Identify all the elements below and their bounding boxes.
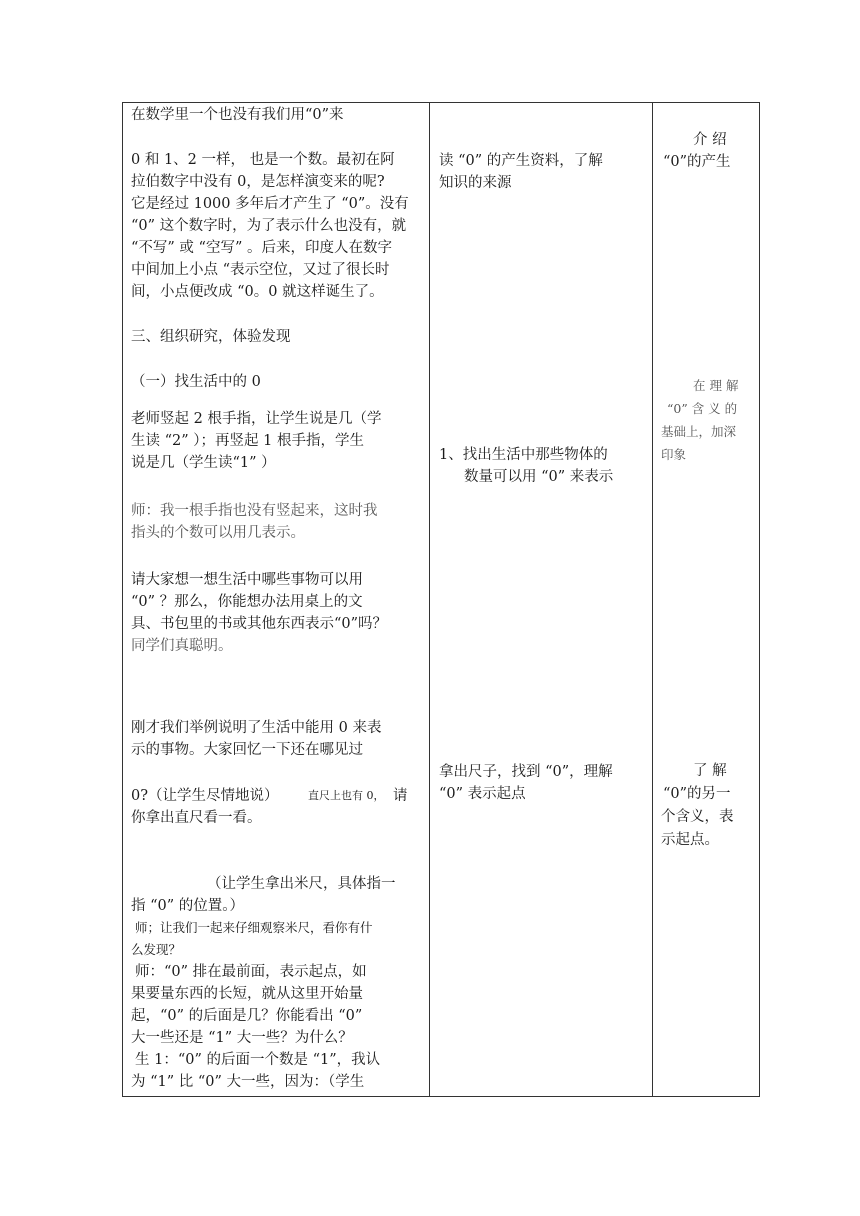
- intent-1-line-2: “0”的产生: [663, 154, 731, 170]
- recall-line-2: 示的事物。大家回忆一下还在哪见过: [131, 742, 363, 758]
- start-line-5: 生 1：“0” 的后面一个数是 “1”，我认: [135, 1052, 381, 1068]
- start-line-3: 起，“0” 的后面是几？你能看出 “0”: [131, 1008, 363, 1024]
- intro-line: 在数学里一个也没有我们用“0”来: [131, 107, 344, 123]
- think-line-1: 请大家想一想生活中哪些事物可以用: [131, 572, 363, 588]
- start-line-2: 果要量东西的长短，就从这里开始量: [131, 986, 363, 1002]
- intent-1-line-1: 介 绍: [693, 132, 727, 148]
- start-line-6: 为 “1” 比 “0” 大一些，因为：（学生: [131, 1074, 365, 1090]
- intent-2-line-1: 在 理 解: [693, 378, 739, 393]
- history-line-6: 中间加上小点 “表示空位，又过了很长时: [131, 262, 390, 278]
- intent-3-line-2: “0”的另一: [663, 786, 731, 802]
- observe-line-2: 么发现？: [131, 942, 182, 957]
- meter-line-2: 指 “0” 的位置。）: [131, 898, 245, 914]
- teacher-line-1: 师：我一根手指也没有竖起来，这时我: [131, 503, 378, 519]
- ruler-line-1c: 请: [393, 788, 408, 804]
- ruler-note: 直尺上也有 0，: [308, 789, 385, 802]
- activity-3-line-2: “0” 表示起点: [439, 786, 526, 802]
- history-line-7: 间，小点便改成 “0。0 就这样诞生了。: [131, 284, 384, 300]
- think-line-4: 同学们真聪明。: [131, 638, 233, 654]
- student-activity-column: [430, 103, 653, 1097]
- intent-3-line-4: 示起点。: [661, 832, 719, 848]
- finger-line-2: 生读 “2” ）；再竖起 1 根手指，学生: [131, 433, 364, 449]
- history-line-4: “0” 这个数字时，为了表示什么也没有，就: [131, 218, 407, 234]
- intent-2-line-4: 印象: [661, 447, 687, 462]
- history-line-3: 它是经过 1000 多年后才产生了 “0”。没有: [131, 196, 409, 212]
- start-line-4: 大一些还是 “1” 大一些？为什么？: [131, 1030, 353, 1046]
- activity-2-line-2: 数量可以用 “0” 来表示: [464, 469, 614, 485]
- history-line-5: “不写” 或 “空写” 。后来，印度人在数字: [131, 240, 392, 256]
- teacher-line-2: 指头的个数可以用几表示。: [131, 525, 305, 541]
- ruler-line-2: 你拿出直尺看一看。: [131, 810, 262, 826]
- observe-line-1: 师；让我们一起来仔细观察米尺，看你有什: [135, 920, 373, 935]
- activity-1-line-1: 读 “0” 的产生资料，了解: [439, 153, 603, 169]
- intent-3-line-1: 了 解: [693, 763, 727, 779]
- intent-2-line-2: “0” 含 义 的: [667, 401, 738, 416]
- subsection-heading: （一）找生活中的 0: [131, 374, 261, 390]
- ruler-line-1a: 0?（让学生尽情地说）: [131, 788, 279, 804]
- activity-2-line-1: 1、找出生活中那些物体的: [439, 447, 608, 463]
- history-line-2: 拉伯数字中没有 0，是怎样演变来的呢?: [131, 174, 385, 190]
- lesson-plan-table: [122, 102, 760, 1097]
- recall-line-1: 刚才我们举例说明了生活中能用 0 来表: [131, 720, 382, 736]
- section-heading: 三、组织研究，体验发现: [131, 329, 291, 345]
- teaching-process-column: [123, 103, 430, 1097]
- finger-line-1: 老师竖起 2 根手指，让学生说是几（学: [131, 411, 382, 427]
- start-line-1: 师：“0” 排在最前面，表示起点，如: [135, 964, 367, 980]
- meter-line-1: （让学生拿出米尺，具体指一: [207, 876, 396, 892]
- activity-1-line-2: 知识的来源: [439, 175, 512, 191]
- history-line-1: 0 和 1、2 一样， 也是一个数。最初在阿: [131, 152, 395, 168]
- finger-line-3: 说是几（学生读“1” ）: [131, 455, 276, 471]
- think-line-3: 具、书包里的书或其他东西表示“0”吗？: [131, 616, 388, 632]
- design-intent-column: [653, 103, 760, 1097]
- intent-2-line-3: 基础上，加深: [661, 424, 737, 439]
- activity-3-line-1: 拿出尺子，找到 “0”，理解: [439, 764, 613, 780]
- think-line-2: “0” ？那么，你能想办法用桌上的文: [131, 594, 363, 610]
- intent-3-line-3: 个含义，表: [661, 809, 734, 825]
